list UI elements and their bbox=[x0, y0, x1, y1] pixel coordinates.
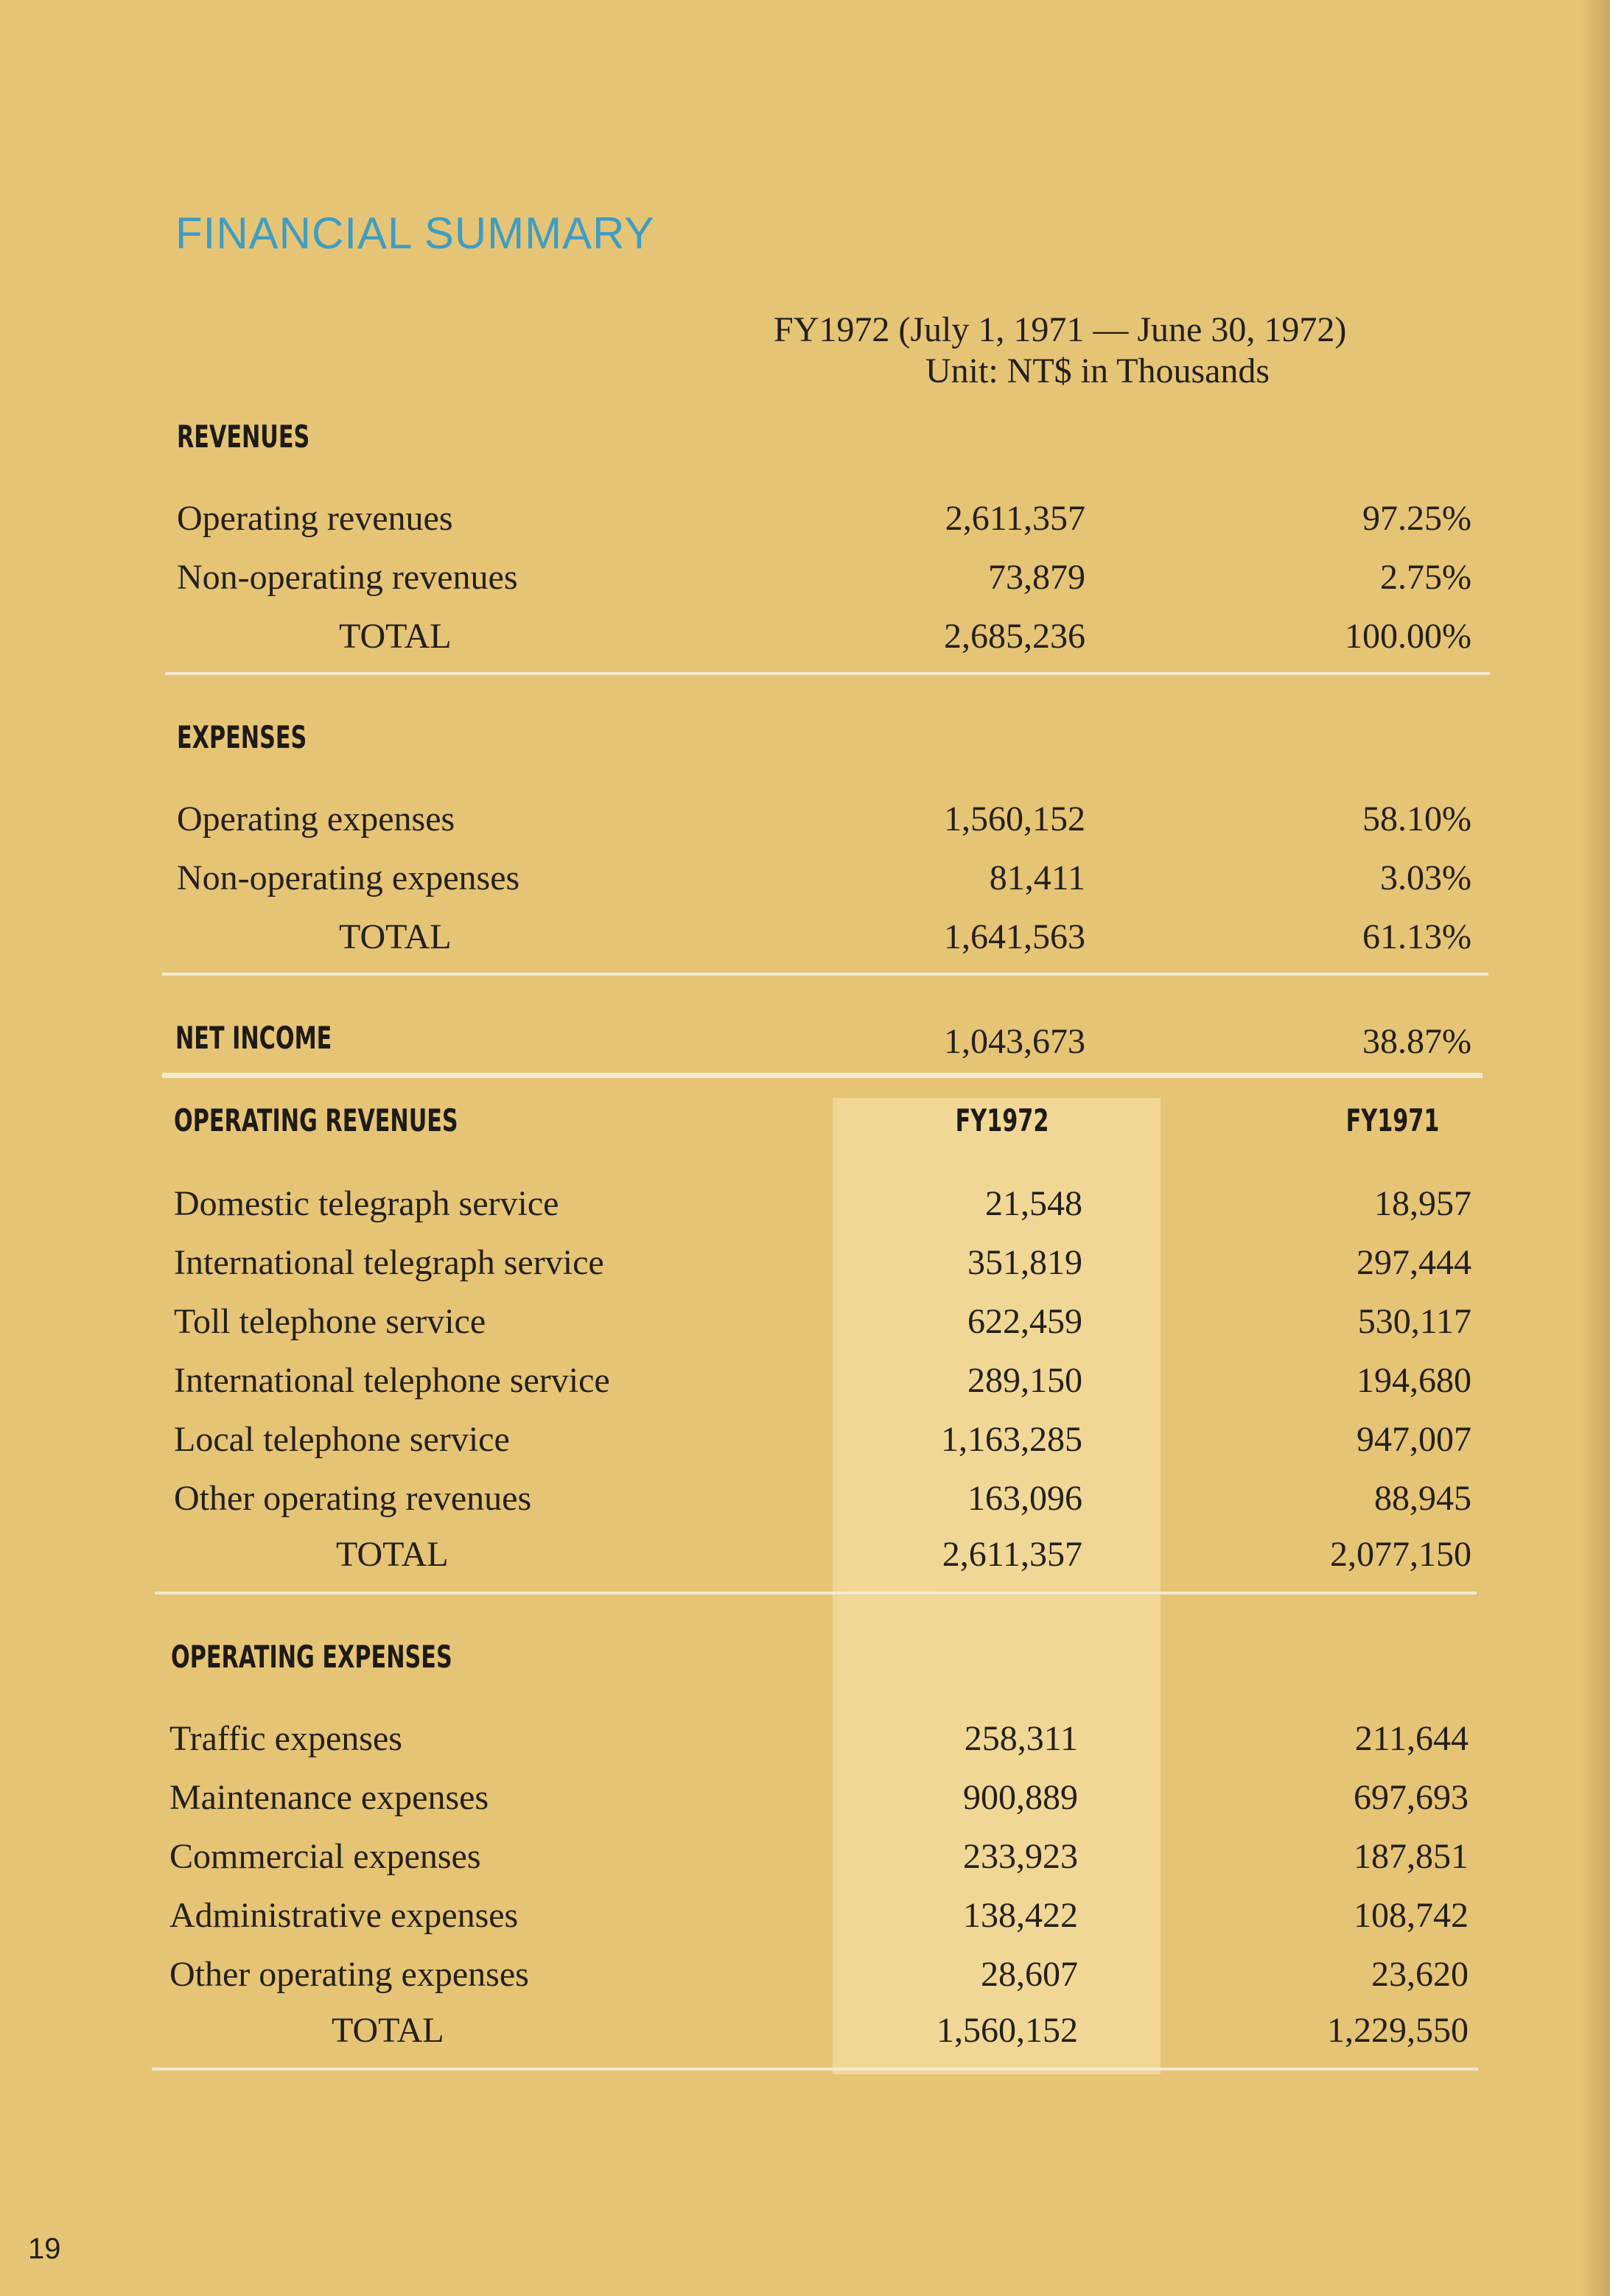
fy1972-value: 2,611,357 bbox=[942, 1535, 1082, 1574]
fy1972-value: 900,889 bbox=[963, 1778, 1078, 1817]
row-value: 2,685,236 bbox=[944, 617, 1085, 656]
row-label: Maintenance expenses bbox=[169, 1778, 489, 1817]
fy1972-value: 351,819 bbox=[967, 1243, 1082, 1282]
fy1971-value: 530,117 bbox=[1357, 1302, 1471, 1341]
net-income-value: 1,043,673 bbox=[944, 1022, 1085, 1061]
row-label: TOTAL bbox=[336, 1535, 449, 1574]
row-label: Other operating expenses bbox=[169, 1955, 529, 1994]
row-label: Toll telephone service bbox=[174, 1302, 486, 1341]
row-percent: 100.00% bbox=[1345, 617, 1471, 656]
table-row bbox=[177, 797, 1474, 841]
table-row bbox=[177, 497, 1474, 541]
fy1971-value: 88,945 bbox=[1374, 1479, 1471, 1518]
row-label: International telephone service bbox=[174, 1361, 610, 1400]
row-label: Traffic expenses bbox=[169, 1719, 402, 1758]
fy1972-value: 258,311 bbox=[964, 1719, 1078, 1758]
fy1971-value: 18,957 bbox=[1374, 1184, 1471, 1223]
row-label: Operating revenues bbox=[177, 499, 453, 538]
row-label: TOTAL bbox=[339, 917, 452, 956]
row-value: 2,611,357 bbox=[945, 499, 1085, 538]
page-edge-shadow bbox=[1581, 0, 1610, 2296]
row-label: TOTAL bbox=[332, 2011, 444, 2050]
column-header-fy1972: FY1972 bbox=[955, 1102, 1049, 1138]
row-value: 1,641,563 bbox=[944, 917, 1085, 956]
unit-line: Unit: NT$ in Thousands bbox=[925, 351, 1270, 391]
fy1971-value: 697,693 bbox=[1354, 1778, 1469, 1817]
row-label: International telegraph service bbox=[174, 1243, 604, 1282]
row-label: Domestic telegraph service bbox=[174, 1184, 559, 1223]
page-number: 19 bbox=[28, 2233, 61, 2265]
row-value: 73,879 bbox=[988, 558, 1085, 597]
row-label: Commercial expenses bbox=[169, 1837, 481, 1876]
row-value: 81,411 bbox=[989, 858, 1085, 897]
revenues-heading: REVENUES bbox=[177, 419, 310, 455]
fy1971-value: 2,077,150 bbox=[1330, 1535, 1471, 1574]
row-label: Administrative expenses bbox=[169, 1896, 519, 1935]
section-divider bbox=[155, 1592, 1477, 1595]
fy1972-value: 1,560,152 bbox=[937, 2011, 1078, 2050]
row-label: Other operating revenues bbox=[174, 1479, 532, 1518]
table-row-total bbox=[177, 615, 1474, 659]
fy1971-value: 187,851 bbox=[1354, 1837, 1469, 1876]
row-percent: 97.25% bbox=[1362, 499, 1471, 538]
page-title: FINANCIAL SUMMARY bbox=[175, 209, 655, 258]
fy1971-value: 194,680 bbox=[1357, 1361, 1471, 1400]
fy1971-value: 1,229,550 bbox=[1327, 2011, 1469, 2050]
fy1972-value: 21,548 bbox=[985, 1184, 1082, 1223]
row-label: TOTAL bbox=[339, 617, 452, 656]
operating-expenses-heading: OPERATING EXPENSES bbox=[171, 1639, 452, 1675]
fy1972-value: 1,163,285 bbox=[941, 1420, 1082, 1459]
column-header-fy1971: FY1971 bbox=[1345, 1102, 1440, 1138]
fy1972-value: 163,096 bbox=[967, 1479, 1082, 1518]
period-line: FY1972 (July 1, 1971 — June 30, 1972) bbox=[774, 310, 1347, 349]
table-row bbox=[177, 556, 1474, 600]
row-percent: 3.03% bbox=[1380, 858, 1471, 897]
row-label: Non-operating revenues bbox=[177, 558, 518, 597]
fy1971-value: 23,620 bbox=[1371, 1955, 1469, 1994]
fy1972-value: 233,923 bbox=[963, 1837, 1078, 1876]
expenses-heading: EXPENSES bbox=[177, 719, 307, 755]
section-divider bbox=[165, 672, 1490, 675]
table-row bbox=[177, 856, 1474, 900]
operating-revenues-heading: OPERATING REVENUES bbox=[174, 1102, 458, 1138]
fy1971-value: 297,444 bbox=[1357, 1243, 1471, 1282]
fy1971-value: 108,742 bbox=[1354, 1896, 1469, 1935]
section-divider bbox=[162, 1073, 1483, 1078]
net-income-percent: 38.87% bbox=[1362, 1022, 1471, 1061]
fy1971-value: 211,644 bbox=[1354, 1719, 1469, 1758]
row-label: Local telephone service bbox=[174, 1420, 510, 1459]
row-percent: 58.10% bbox=[1362, 799, 1471, 839]
row-label: Non-operating expenses bbox=[177, 858, 520, 897]
section-divider bbox=[152, 2068, 1478, 2071]
section-divider bbox=[162, 973, 1488, 976]
fy1971-value: 947,007 bbox=[1357, 1420, 1471, 1459]
fy1972-value: 28,607 bbox=[981, 1955, 1078, 1994]
fy1972-value: 622,459 bbox=[967, 1302, 1082, 1341]
row-label: Operating expenses bbox=[177, 799, 455, 839]
fiscal-period bbox=[774, 309, 1346, 392]
table-row-total bbox=[177, 915, 1474, 959]
row-percent: 61.13% bbox=[1362, 917, 1471, 956]
row-percent: 2.75% bbox=[1380, 558, 1471, 597]
net-income-heading: NET INCOME bbox=[175, 1020, 332, 1056]
fy1972-value: 289,150 bbox=[967, 1361, 1082, 1400]
fy1972-value: 138,422 bbox=[963, 1896, 1078, 1935]
row-value: 1,560,152 bbox=[944, 799, 1085, 839]
